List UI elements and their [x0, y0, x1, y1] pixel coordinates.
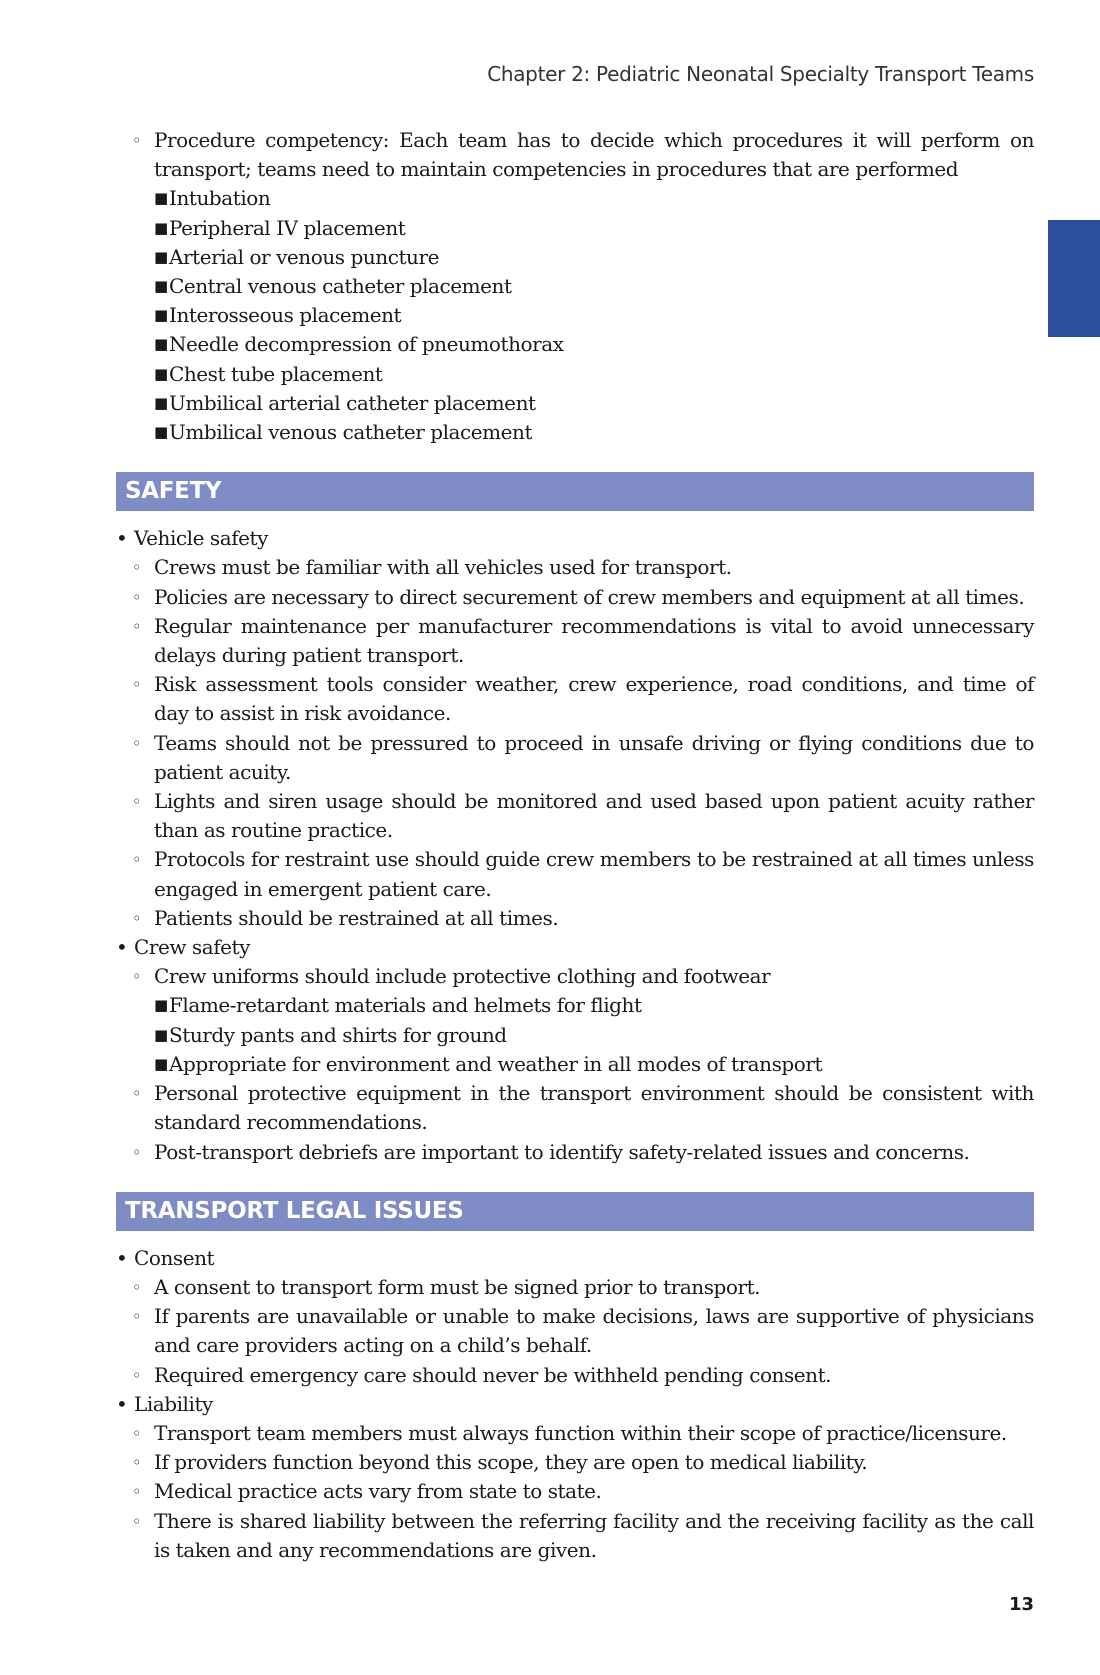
list-item-text: Crew uniforms should include protective clothing and footwear: [154, 964, 771, 989]
list-item-text: Lights and siren usage should be monitored and used based upon patient acuity rather than as routine practice.: [154, 789, 1034, 843]
list-item-text: Medical practice acts vary from state to state.: [154, 1479, 602, 1504]
list-item-text: If parents are unavailable or unable to make decisions, laws are supportive of physicians and care providers acting on a child’s behalf.: [154, 1304, 1034, 1358]
list-item-text: Personal protective equipment in the transport environment should be consistent with standard recommendations.: [154, 1081, 1034, 1135]
square-bullet-icon: ■: [154, 335, 168, 354]
list-item-text: Procedure competency: Each team has to decide which procedures it will perform on transport; teams need to maintain competencies in procedures that are performed: [154, 128, 1034, 182]
list-item: [116, 1477, 1034, 1506]
section-heading: SAFETY: [116, 472, 1034, 511]
list-item: [116, 184, 1034, 213]
list-item-text: Intubation: [169, 186, 271, 211]
list-item-text: Sturdy pants and shirts for ground: [169, 1022, 507, 1047]
circle-bullet-icon: ◦: [132, 1084, 141, 1104]
section-heading: TRANSPORT LEGAL ISSUES: [116, 1192, 1034, 1231]
square-bullet-icon: ■: [154, 277, 168, 296]
circle-bullet-icon: ◦: [132, 1453, 141, 1473]
list-item-text: Teams should not be pressured to proceed in unsafe driving or flying conditions due to patient acuity.: [154, 730, 1034, 784]
circle-bullet-icon: ◦: [132, 1142, 141, 1162]
circle-bullet-icon: ◦: [132, 558, 141, 578]
list-item-text: Consent: [134, 1245, 215, 1270]
list-item-text: There is shared liability between the referring facility and the receiving facility as the call is taken and any recommendations are given.: [154, 1508, 1034, 1562]
list-item: [116, 1050, 1034, 1079]
list-item: [116, 1419, 1034, 1448]
list-item: [116, 360, 1034, 389]
list-item-text: Interosseous placement: [169, 303, 402, 328]
list-item: [116, 1390, 1034, 1419]
list-item: [116, 1448, 1034, 1477]
list-item: [116, 389, 1034, 418]
list-item: [116, 214, 1034, 243]
bullet-icon: •: [116, 526, 128, 551]
list-item-text: Patients should be restrained at all times.: [154, 905, 559, 930]
list-item: [116, 583, 1034, 612]
bullet-icon: •: [116, 1391, 128, 1416]
page-body: [116, 126, 1034, 1565]
list-item: [116, 1138, 1034, 1167]
list-item: [116, 126, 1034, 184]
chapter-tab-marker: [1048, 220, 1100, 337]
list-item-text: Liability: [134, 1391, 213, 1416]
circle-bullet-icon: ◦: [132, 967, 141, 987]
circle-bullet-icon: ◦: [132, 1365, 141, 1385]
list-item-text: Umbilical venous catheter placement: [169, 420, 533, 445]
list-item-text: Regular maintenance per manufacturer recommendations is vital to avoid unnecessary delays during patient transport.: [154, 613, 1034, 668]
square-bullet-icon: ■: [154, 1025, 168, 1044]
list-item-text: A consent to transport form must be signed prior to transport.: [154, 1274, 761, 1299]
list-item-text: Flame-retardant materials and helmets for flight: [169, 993, 642, 1018]
list-item: [116, 524, 1034, 553]
list-item: [116, 991, 1034, 1020]
list-item-text: Transport team members must always function within their scope of practice/licensure.: [154, 1420, 1007, 1445]
list-item-text: Crews must be familiar with all vehicles used for transport.: [154, 555, 732, 580]
square-bullet-icon: ■: [154, 306, 168, 325]
list-item: [116, 787, 1034, 845]
list-item-text: Vehicle safety: [134, 526, 268, 551]
list-item: [116, 1273, 1034, 1302]
list-item: [116, 1079, 1034, 1137]
list-item: [116, 272, 1034, 301]
list-item: [116, 1021, 1034, 1050]
list-item: [116, 243, 1034, 272]
square-bullet-icon: ■: [154, 364, 168, 383]
list-item: [116, 1507, 1034, 1565]
list-item: [116, 301, 1034, 330]
bullet-icon: •: [116, 1245, 128, 1270]
circle-bullet-icon: ◦: [132, 908, 141, 928]
circle-bullet-icon: ◦: [132, 1511, 141, 1531]
list-item-text: If providers function beyond this scope, they are open to medical liability.: [154, 1450, 868, 1475]
square-bullet-icon: ■: [154, 247, 168, 266]
list-item: [116, 418, 1034, 447]
list-item: [116, 1361, 1034, 1390]
list-item-text: Post-transport debriefs are important to identify safety-related issues and concerns.: [154, 1139, 970, 1164]
list-item-text: Crew safety: [134, 935, 250, 960]
list-item: [116, 904, 1034, 933]
list-item: [116, 933, 1034, 962]
list-item-text: Chest tube placement: [169, 361, 383, 386]
circle-bullet-icon: ◦: [132, 1307, 141, 1327]
circle-bullet-icon: ◦: [132, 792, 141, 812]
square-bullet-icon: ■: [154, 218, 168, 237]
circle-bullet-icon: ◦: [132, 850, 141, 870]
list-item-text: Arterial or venous puncture: [169, 244, 439, 269]
bullet-icon: •: [116, 935, 128, 960]
circle-bullet-icon: ◦: [132, 131, 141, 150]
list-item-text: Required emergency care should never be withheld pending consent.: [154, 1362, 832, 1387]
list-item: [116, 729, 1034, 787]
list-item-text: Policies are necessary to direct securement of crew members and equipment at all times.: [154, 584, 1025, 609]
list-item: [116, 612, 1034, 670]
circle-bullet-icon: ◦: [132, 587, 141, 607]
circle-bullet-icon: ◦: [132, 675, 141, 695]
list-item: [116, 1244, 1034, 1273]
circle-bullet-icon: ◦: [132, 733, 141, 753]
circle-bullet-icon: ◦: [132, 1423, 141, 1443]
list-item: [116, 670, 1034, 728]
list-item-text: Peripheral IV placement: [169, 215, 406, 240]
square-bullet-icon: ■: [154, 189, 168, 208]
list-item: [116, 962, 1034, 991]
list-item-text: Needle decompression of pneumothorax: [169, 332, 564, 357]
list-item: [116, 1302, 1034, 1360]
list-item-text: Central venous catheter placement: [169, 274, 512, 299]
list-item-text: Umbilical arterial catheter placement: [169, 390, 536, 415]
list-item: [116, 553, 1034, 582]
square-bullet-icon: ■: [154, 996, 168, 1015]
list-item: [116, 330, 1034, 359]
square-bullet-icon: ■: [154, 423, 168, 442]
running-head: Chapter 2: Pediatric Neonatal Specialty Transport Teams: [487, 62, 1034, 86]
page-number: 13: [1008, 1594, 1034, 1615]
list-item-text: Protocols for restraint use should guide crew members to be restrained at all times unless engaged in emergent patient care.: [154, 847, 1034, 901]
square-bullet-icon: ■: [154, 1054, 168, 1073]
circle-bullet-icon: ◦: [132, 1277, 141, 1297]
circle-bullet-icon: ◦: [132, 1482, 141, 1502]
square-bullet-icon: ■: [154, 393, 168, 412]
list-item-text: Risk assessment tools consider weather, crew experience, road conditions, and time of day to assist in risk avoidance.: [154, 672, 1034, 726]
list-item: [116, 845, 1034, 903]
list-item-text: Appropriate for environment and weather in all modes of transport: [169, 1051, 823, 1076]
circle-bullet-icon: ◦: [132, 616, 141, 636]
